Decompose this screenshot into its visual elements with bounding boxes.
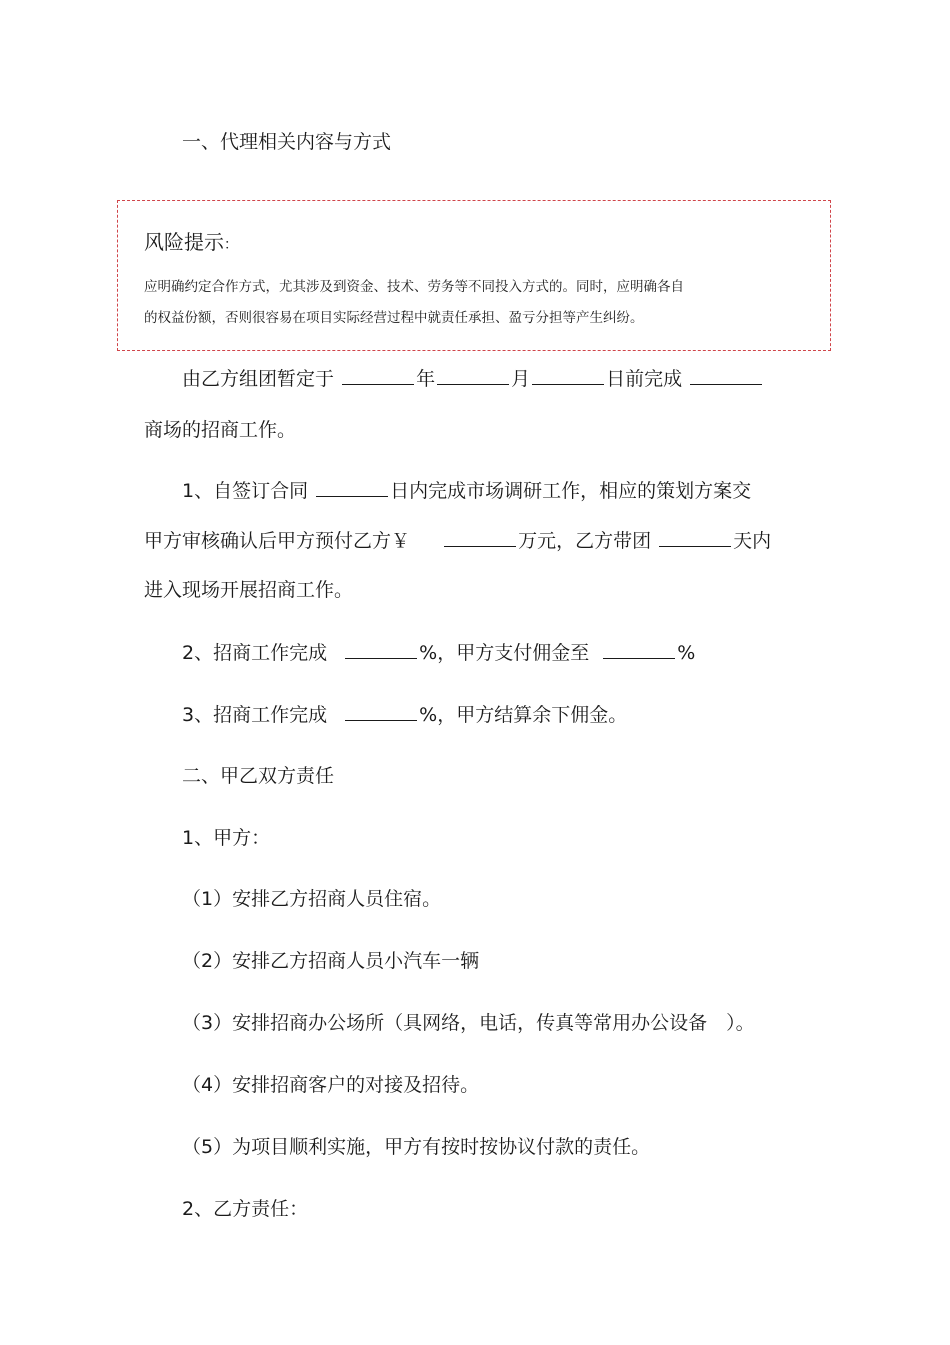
party-a-item: （1）安排乙方招商人员住宿。	[182, 888, 442, 910]
schedule-day-label: 日前完成	[606, 368, 683, 390]
blank-day-field	[532, 366, 604, 385]
item-3-text-1: 3、招商工作完成	[182, 704, 328, 726]
schedule-year-label: 年	[416, 368, 436, 390]
item-1-text-3: 甲方审核确认后甲方预付乙方￥	[144, 530, 411, 552]
risk-notice-box	[117, 200, 831, 351]
risk-title-colon: ：	[224, 237, 238, 253]
item-2-text-1: 2、招商工作完成	[182, 642, 328, 664]
blank-percent-field-3	[345, 702, 417, 721]
risk-title-text: 风险提示	[144, 230, 224, 254]
blank-team-days-field	[659, 528, 731, 547]
section-heading-2: 二、甲乙双方责任	[182, 765, 335, 787]
item-1-text-4: 万元，乙方带团	[518, 530, 652, 552]
item-1-line-1	[182, 478, 751, 503]
party-b-heading: 2、乙方责任：	[182, 1198, 309, 1220]
blank-year-field	[342, 366, 414, 385]
blank-percent-field-1	[345, 640, 417, 659]
item-3	[182, 702, 627, 727]
blank-month-field	[437, 366, 509, 385]
blank-days-field	[316, 478, 388, 497]
party-a-item: （3）安排招商办公场所（具网络，电话，传真等常用办公设备 ）。	[182, 1012, 755, 1034]
risk-title	[144, 229, 238, 258]
party-a-item: （5）为项目顺利实施，甲方有按时按协议付款的责任。	[182, 1136, 651, 1158]
risk-text-line-1: 应明确约定合作方式，尤其涉及到资金、技术、劳务等不同投入方式的。同时，应明确各自	[144, 279, 684, 295]
party-a-item: （4）安排招商客户的对接及招待。	[182, 1074, 480, 1096]
schedule-text-1: 由乙方组团暂定于	[182, 368, 335, 390]
item-2-text-2: %，甲方支付佣金至	[419, 642, 590, 664]
item-1-line-2	[144, 528, 771, 553]
item-1-text-1: 1、自签订合同	[182, 480, 309, 502]
section-heading-1: 一、代理相关内容与方式	[182, 131, 392, 153]
blank-amount-field	[444, 528, 516, 547]
item-1-text-2: 日内完成市场调研工作，相应的策划方案交	[390, 480, 752, 502]
party-a-item: （2）安排乙方招商人员小汽车一辆	[182, 950, 480, 972]
item-1-text-5: 天内	[733, 530, 772, 552]
item-2	[182, 640, 695, 665]
blank-percent-field-2	[603, 640, 675, 659]
schedule-month-label: 月	[511, 368, 531, 390]
item-1-line-3: 进入现场开展招商工作。	[144, 579, 354, 601]
risk-text-line-2: 的权益份额，否则很容易在项目实际经营过程中就责任承担、盈亏分担等产生纠纷。	[144, 310, 644, 326]
paragraph-schedule	[182, 366, 764, 391]
item-3-text-2: %，甲方结算余下佣金。	[419, 704, 628, 726]
blank-mall-name-field	[690, 366, 762, 385]
item-2-text-3: %	[677, 642, 696, 664]
paragraph-schedule-line-2: 商场的招商工作。	[144, 419, 297, 441]
party-a-heading: 1、甲方：	[182, 827, 271, 849]
